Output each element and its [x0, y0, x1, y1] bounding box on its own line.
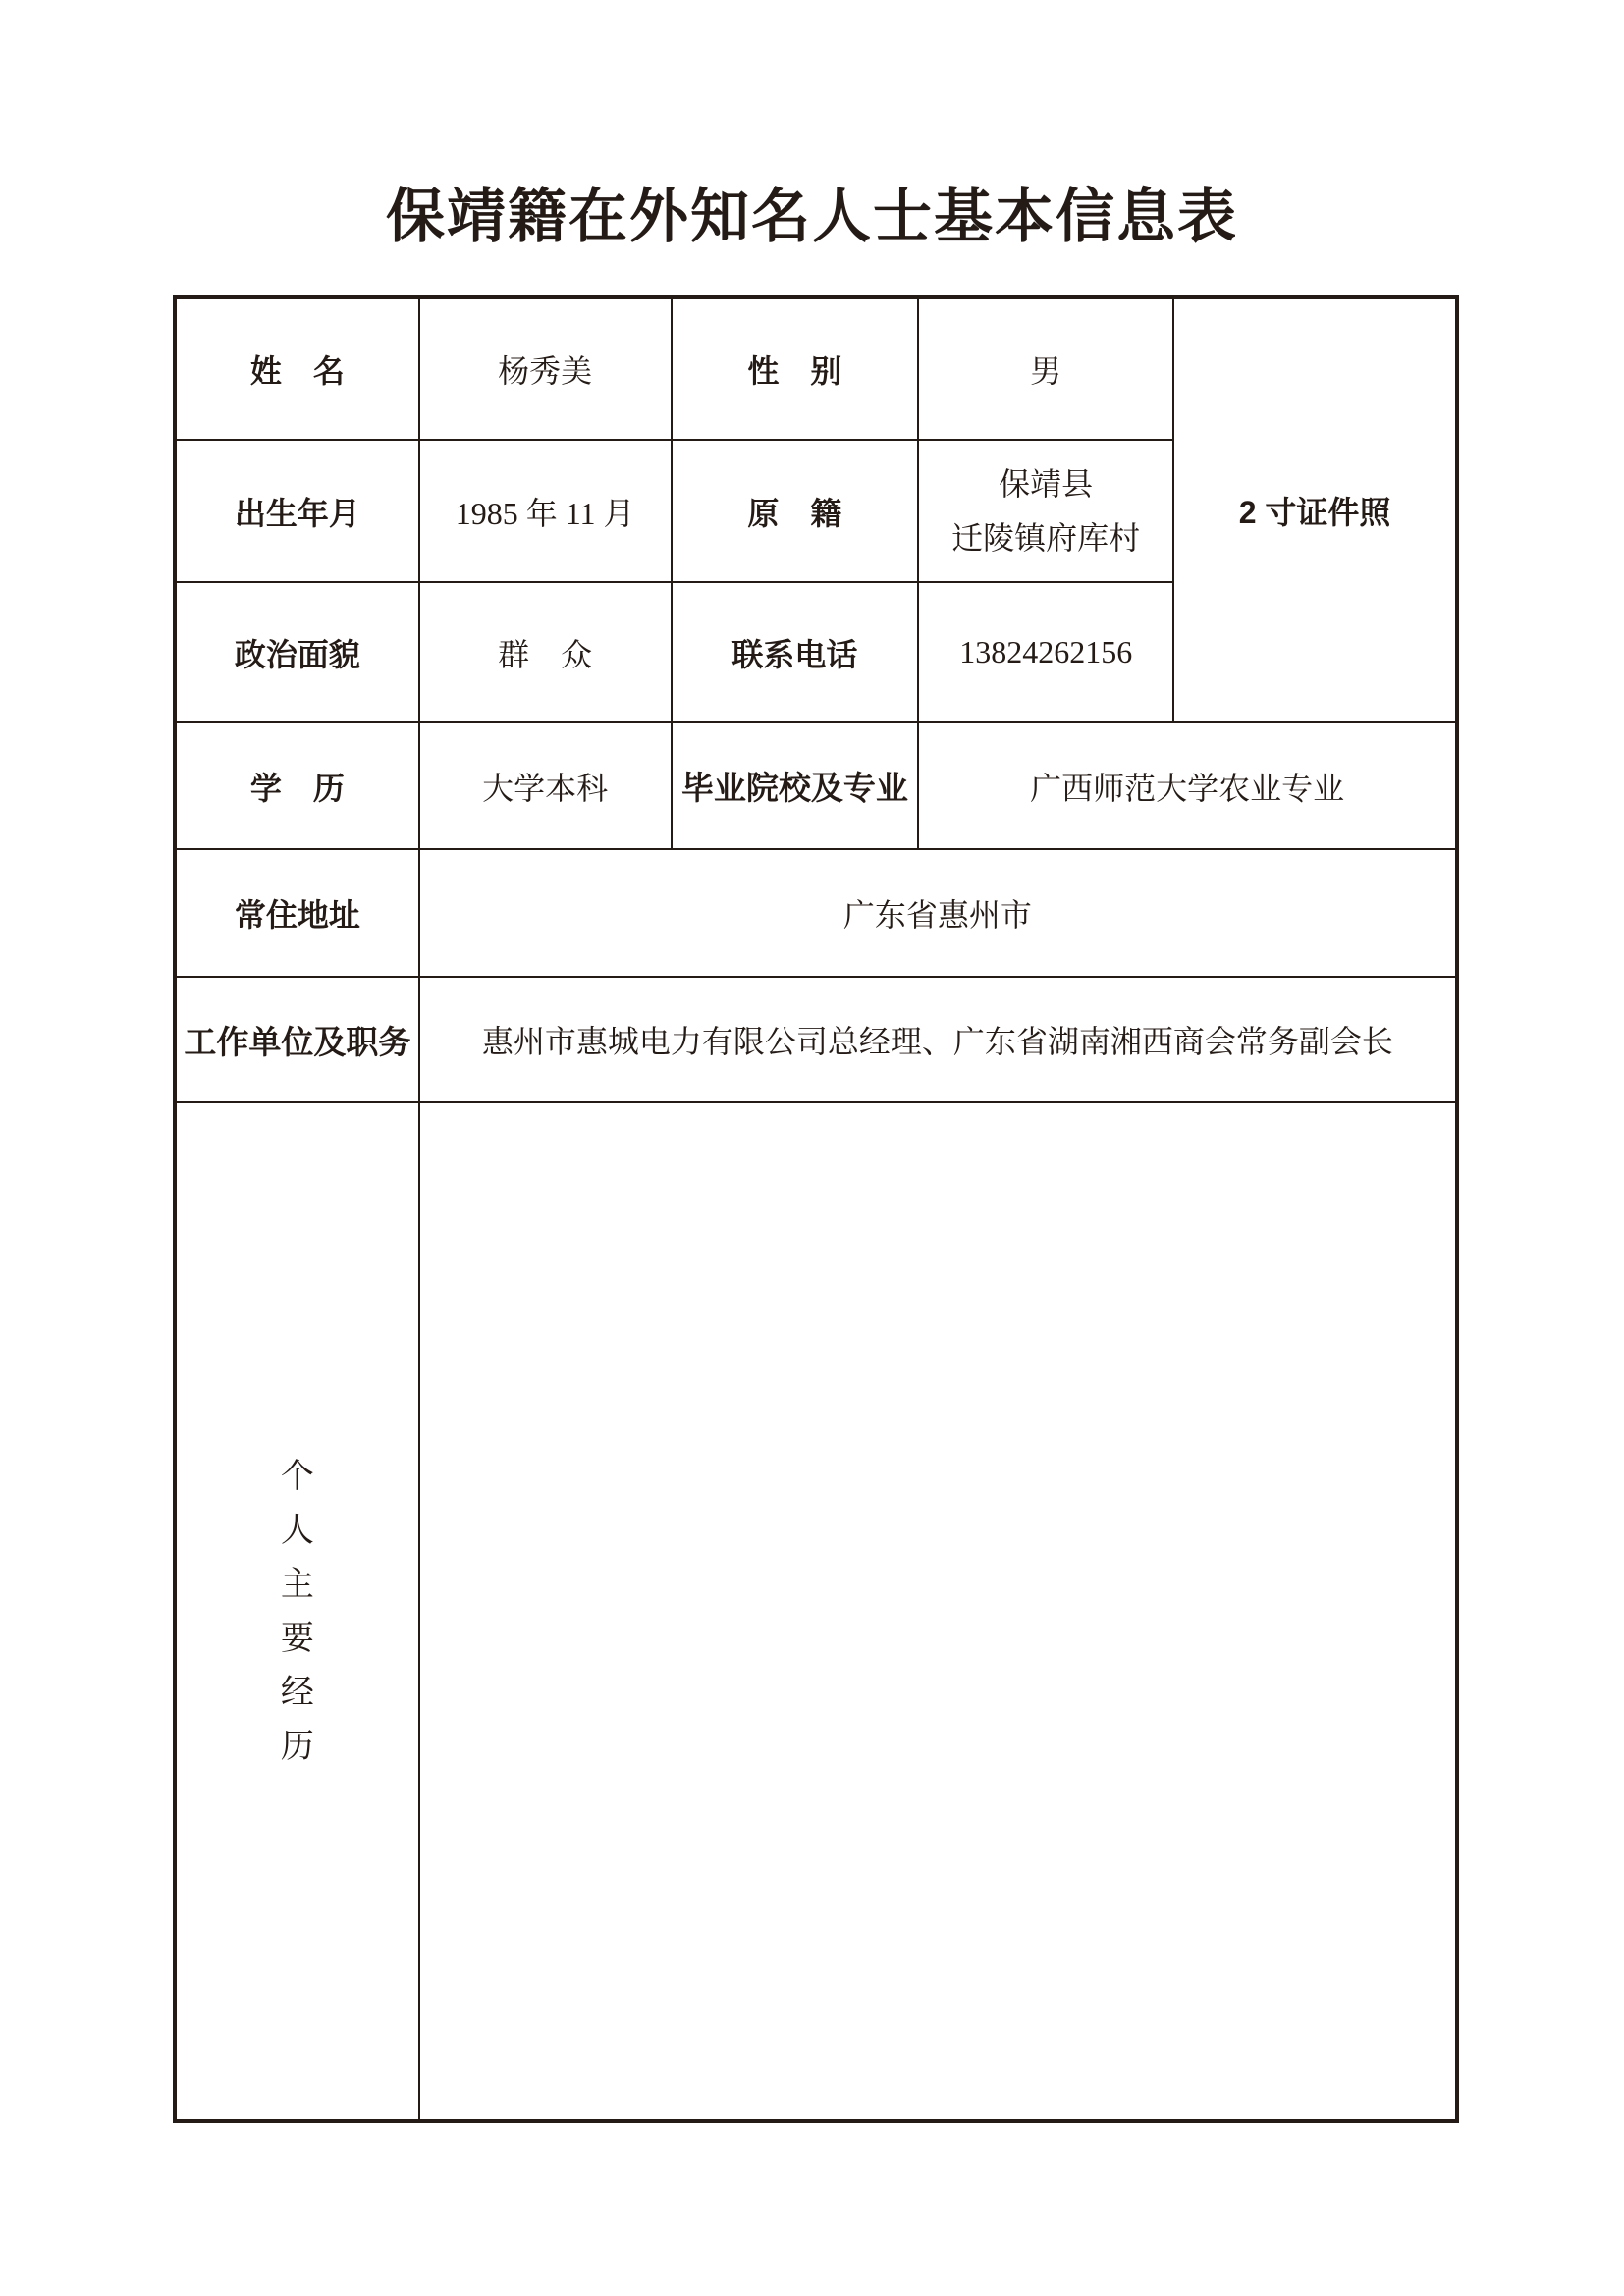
work-value: 惠州市惠城电力有限公司总经理、广东省湖南湘西商会常务副会长 [419, 977, 1457, 1102]
school-label: 毕业院校及专业 [672, 722, 919, 849]
experience-label-char: 要 [280, 1620, 314, 1657]
table-row [175, 1102, 1457, 2121]
name-value: 杨秀美 [419, 297, 672, 440]
name-label: 姓 名 [175, 297, 419, 440]
experience-content-cell [419, 1102, 1457, 2121]
page-title: 保靖籍在外知名人士基本信息表 [386, 185, 1238, 249]
experience-label [175, 1102, 419, 2121]
table-row [175, 297, 1457, 440]
origin-value-line1: 保靖县 [999, 466, 1094, 503]
table-row [175, 722, 1457, 849]
birth-label: 出生年月 [175, 440, 419, 582]
experience-label-stack [281, 1450, 314, 1774]
school-value: 广西师范大学农业专业 [918, 722, 1457, 849]
origin-value-line2: 迁陵镇府库村 [951, 519, 1141, 556]
experience-label-char: 人 [280, 1512, 314, 1549]
origin-label: 原 籍 [672, 440, 919, 582]
gender-value: 男 [918, 297, 1173, 440]
experience-label-char: 个 [280, 1458, 314, 1495]
address-label: 常住地址 [175, 849, 419, 977]
experience-label-char: 主 [280, 1566, 314, 1603]
political-value: 群 众 [419, 582, 672, 722]
work-label: 工作单位及职务 [175, 977, 419, 1102]
phone-value: 13824262156 [918, 582, 1173, 722]
table-row [175, 849, 1457, 977]
phone-label: 联系电话 [672, 582, 919, 722]
political-label: 政治面貌 [175, 582, 419, 722]
gender-label: 性 别 [672, 297, 919, 440]
info-table [173, 295, 1459, 2123]
origin-value [918, 440, 1173, 582]
experience-label-char: 经 [280, 1674, 314, 1711]
address-value: 广东省惠州市 [419, 849, 1457, 977]
photo-placeholder-cell: 2 寸证件照 [1173, 297, 1457, 722]
table-row [175, 977, 1457, 1102]
birth-value: 1985 年 11 月 [419, 440, 672, 582]
education-value: 大学本科 [419, 722, 672, 849]
experience-label-char: 历 [280, 1728, 314, 1765]
education-label: 学 历 [175, 722, 419, 849]
